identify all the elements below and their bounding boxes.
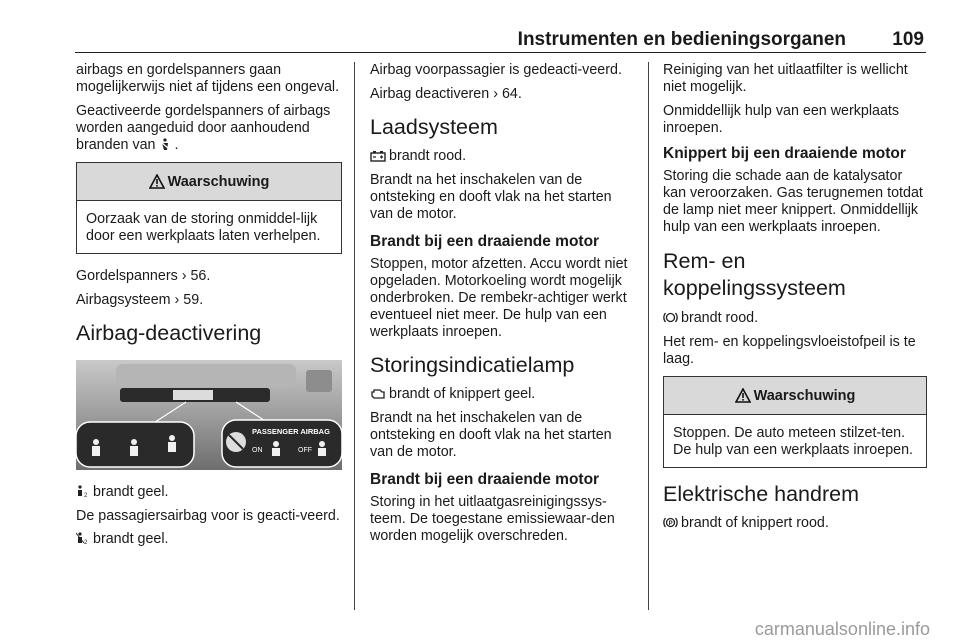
warning-body: Oorzaak van de storing onmiddel-lijk door een werkplaats laten verhelpen.	[86, 211, 321, 244]
engine-icon	[370, 388, 386, 400]
reference-text: Airbag deactiveren	[370, 86, 490, 102]
warning-title: Waarschuwing	[167, 173, 270, 190]
column-2	[370, 62, 636, 552]
seatbelt-airbag-icon	[159, 138, 171, 151]
paragraph-text: Geactiveerde gordelspanners of airbags worden aangeduid door aanhoudend branden van	[76, 103, 331, 153]
paragraph: Brandt na het inschakelen van de ontsteking en dooft vlak na het starten van de motor.	[370, 172, 612, 222]
paragraph	[370, 386, 636, 403]
reference-page: 64.	[501, 86, 522, 102]
warning-body: Stoppen. De auto meteen stilzet-ten. De hulp van een werkplaats inroepen.	[673, 425, 914, 458]
svg-text:2: 2	[84, 493, 88, 498]
column-3	[663, 62, 927, 539]
paragraph: airbags en gordelspanners gaan mogelijkerwijs niet af tijdens een ongeval.	[76, 62, 340, 95]
section-heading: Laadsysteem	[370, 115, 498, 139]
photo-label-off: OFF	[298, 447, 312, 454]
subheading: Brandt bij een draaiende motor	[370, 233, 600, 250]
paragraph	[663, 515, 927, 532]
paragraph: Onmiddellijk hulp van een werkplaats inroepen.	[663, 103, 900, 136]
photo-label-main: PASSENGER AIRBAG	[252, 427, 330, 436]
cross-reference[interactable]	[76, 292, 342, 309]
section-heading: Elektrische handrem	[663, 482, 859, 506]
paragraph	[663, 310, 927, 327]
reference-arrow-icon: ›	[174, 292, 180, 308]
reference-arrow-icon: ›	[181, 268, 187, 284]
airbag-on-icon	[76, 485, 90, 498]
cross-reference[interactable]	[370, 86, 636, 103]
svg-text:2: 2	[84, 540, 88, 545]
page-number: 109	[892, 29, 924, 50]
paragraph	[76, 531, 342, 548]
paragraph-text: brandt rood.	[681, 310, 759, 326]
warning-header	[664, 377, 926, 415]
paragraph: Storing die schade aan de katalysator kan veroorzaken. Gas terugnemen totdat de lamp niet meer knippert. Onmiddellijk hulp van een werkplaats inroepen.	[663, 168, 923, 235]
section-heading: Airbag-deactivering	[76, 321, 262, 345]
column-1	[76, 62, 342, 555]
paragraph	[370, 148, 636, 165]
paragraph: Brandt na het inschakelen van de ontsteking en dooft vlak na het starten van de motor.	[370, 410, 612, 460]
paragraph: Airbag voorpassagier is gedeacti-veerd.	[370, 62, 622, 78]
photo-label-on: ON	[252, 447, 263, 454]
subheading: Knippert bij een draaiende motor	[663, 145, 906, 162]
column-divider-left	[354, 62, 355, 610]
brake-icon	[663, 311, 678, 324]
battery-icon	[370, 150, 386, 162]
paragraph-end: .	[174, 137, 179, 153]
reference-text: Gordelspanners	[76, 268, 178, 284]
paragraph-text: brandt of knippert geel.	[389, 386, 536, 402]
paragraph	[76, 484, 342, 501]
paragraph	[76, 103, 342, 154]
warning-triangle-icon	[149, 174, 165, 189]
paragraph: De passagiersairbag voor is geacti-veerd.	[76, 508, 340, 524]
warning-header	[77, 163, 341, 201]
airbag-switch-photo	[76, 360, 342, 470]
column-divider-right	[648, 62, 649, 610]
parking-brake-icon	[663, 516, 678, 529]
section-heading: Storingsindicatielamp	[370, 353, 575, 377]
paragraph: Reiniging van het uitlaatfilter is wellicht niet mogelijk.	[663, 62, 908, 95]
paragraph-text: brandt geel.	[93, 484, 169, 500]
cross-reference[interactable]	[76, 268, 342, 285]
reference-arrow-icon: ›	[493, 86, 498, 102]
svg-text:P: P	[668, 521, 673, 527]
paragraph-text: brandt of knippert rood.	[681, 515, 829, 531]
paragraph-text: brandt rood.	[389, 148, 467, 164]
paragraph: Het rem- en koppelingsvloeistofpeil is te laag.	[663, 334, 916, 367]
watermark: carmanualsonline.info	[754, 619, 930, 639]
subheading: Brandt bij een draaiende motor	[370, 471, 600, 488]
reference-text: Airbagsysteem	[76, 292, 171, 308]
section-heading: Rem- en koppelingssysteem	[663, 249, 846, 300]
paragraph-text: brandt geel.	[93, 531, 169, 547]
warning-box	[76, 162, 342, 254]
warning-title: Waarschuwing	[753, 387, 856, 404]
page-header-title: Instrumenten en bedieningsorganen	[517, 29, 846, 50]
paragraph: Stoppen, motor afzetten. Accu wordt niet opgeladen. Motorkoeling wordt mogelijk onderbroken. De rembekr-achtiger werkt eventueel niet meer. De hulp van een werkplaats inroepen.	[370, 256, 628, 340]
airbag-off-icon	[76, 532, 90, 545]
warning-triangle-icon	[735, 388, 751, 403]
page-header	[75, 26, 926, 53]
reference-page: 59.	[183, 292, 204, 308]
reference-page: 56.	[190, 268, 211, 284]
paragraph: Storing in het uitlaatgasreinigingssys-teem. De toegestane emissiewaar-den worden mogelijk overschreden.	[370, 494, 615, 544]
warning-box	[663, 376, 927, 468]
